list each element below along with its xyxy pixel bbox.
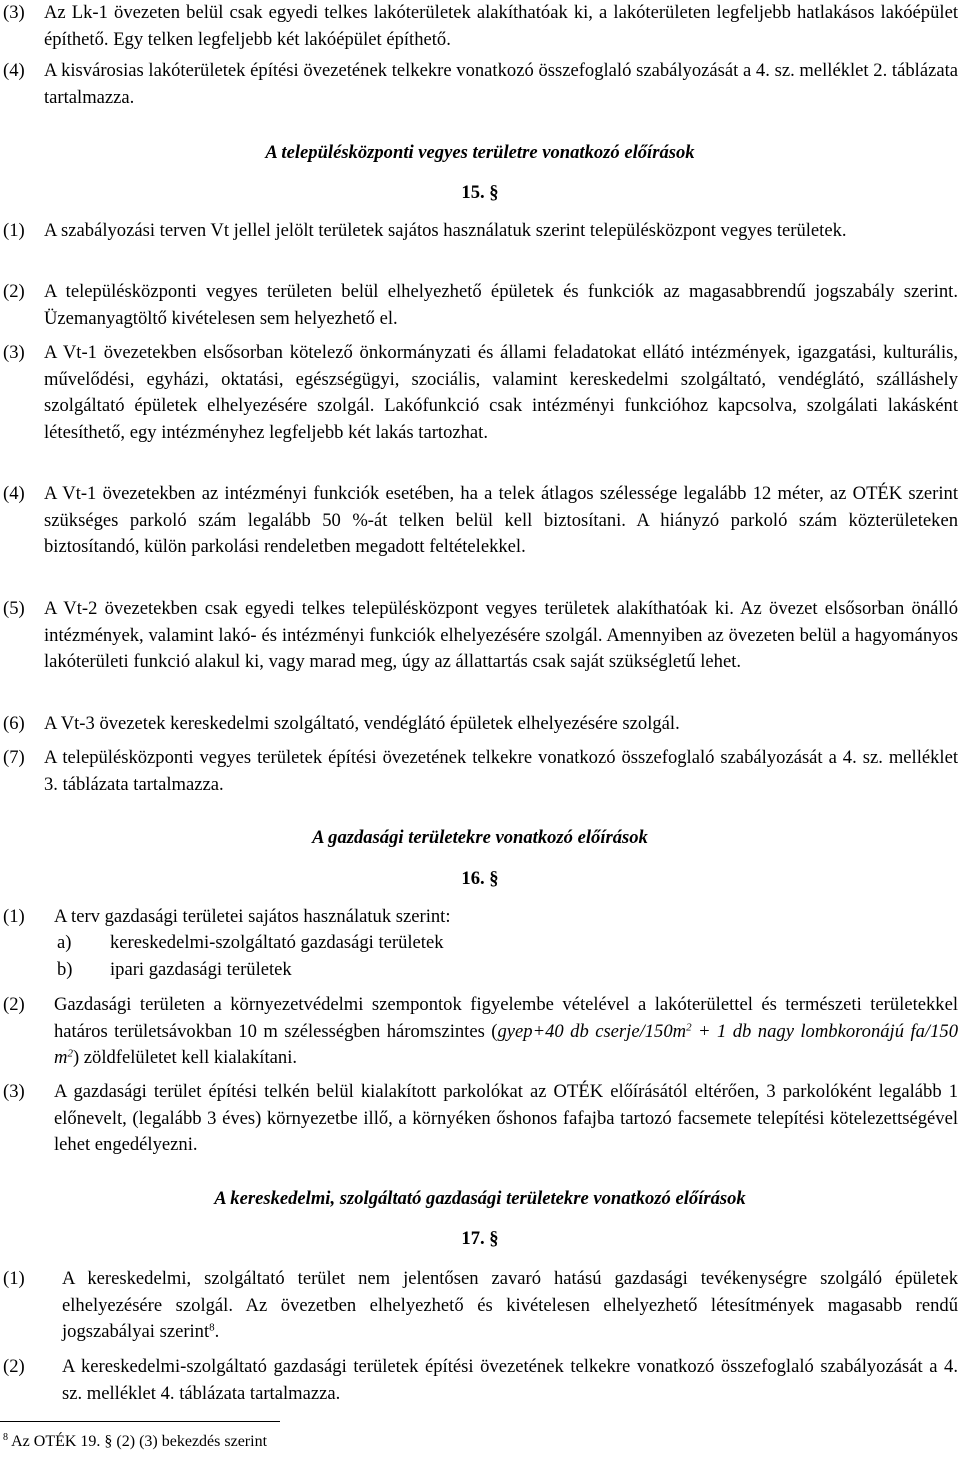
list-item-text: kereskedelmi-szolgáltató gazdasági területek <box>110 932 444 953</box>
paragraph-text: A szabályozási terven Vt jellel jelölt területek sajátos használatuk szerint településközpont vegyes területek. <box>44 220 847 241</box>
footnote-text: Az OTÉK 19. § (2) (3) bekezdés szerint <box>8 1433 268 1450</box>
superscript: 2 <box>686 1020 692 1033</box>
section-heading-gazdasagi: A gazdasági területekre vonatkozó előírások <box>312 827 648 848</box>
paragraph-15-2 <box>0 279 960 332</box>
paragraph-17-1 <box>0 1266 960 1346</box>
paragraph-number: (1) <box>3 906 25 927</box>
paragraph-15-3 <box>0 340 960 446</box>
paragraph-text: A Vt-1 övezetekben az intézményi funkciók esetében, ha a telek átlagos szélessége legalább 12 méter, az OTÉK szerint szükséges parkoló szám legalább 50 %-át telken belül kell biztosítani. A hiányzó parkoló szám közterületeken biztosítandó, külön parkolási rendeletben megadott feltételekkel. <box>44 483 958 557</box>
paragraph-text: ) zöldfelületet kell kialakítani. <box>72 1047 298 1068</box>
paragraph-number: (6) <box>3 713 25 734</box>
section-number-16: 16. § <box>461 868 499 889</box>
paragraph-16-3 <box>0 1079 960 1159</box>
paragraph-text: A kereskedelmi, szolgáltató terület nem jelentősen zavaró hatású gazdasági tevékenységre szolgáló épületek elhelyezésére szolgál. Az övezetben elhelyezhető és kivételesen elhelyezhető létesítmények magasabb rendű jogszabályai szerint <box>62 1268 958 1342</box>
paragraph-number: (3) <box>3 2 25 23</box>
paragraph-text: A Vt-3 övezetek kereskedelmi szolgáltató, vendéglátó épületek elhelyezésére szolgál. <box>44 713 680 734</box>
paragraph-text: A terv gazdasági területei sajátos használatuk szerint: <box>54 906 451 927</box>
paragraph-number: (3) <box>3 342 25 363</box>
footnote-marker: 8 <box>3 1432 8 1443</box>
list-item-b <box>0 957 960 984</box>
paragraph-text: A településközponti vegyes területek építési övezetének telkekre vonatkozó összefoglaló szabályozását a 4. sz. melléklet 3. táblázata tartalmazza. <box>44 747 958 795</box>
paragraph-text: A kereskedelmi-szolgáltató gazdasági területek építési övezetének telkekre vonatkozó összefoglaló szabályozását a 4. sz. melléklet 4. táblázata tartalmazza. <box>62 1356 958 1404</box>
paragraph-text: A kisvárosias lakóterületek építési övezetének telkekre vonatkozó összefoglaló szabályozását a 4. sz. melléklet 2. táblázata tartalmazza. <box>44 60 958 108</box>
paragraph-number: (1) <box>3 1268 25 1289</box>
paragraph-number: (2) <box>3 281 25 302</box>
paragraph-text: A Vt-2 övezetekben csak egyedi telkes településközpont vegyes területek alakíthatóak ki. Az övezet elsősorban önálló intézmények, valamint lakó- és intézményi funkciók elhelyezésére szolgál. Amennyiben az övezeten belül a hagyományos lakóterületi funkció alakul ki, vagy marad meg, úgy az állattartás csak saját szükségletű lehet. <box>44 598 958 672</box>
paragraph-text-end: . <box>214 1321 220 1342</box>
paragraph-number: (3) <box>3 1081 25 1102</box>
paragraph-number: (4) <box>3 483 25 504</box>
paragraph-15-5 <box>0 596 960 676</box>
paragraph-16-2 <box>0 992 960 1072</box>
paragraph-italic-text: gyep+40 db cserje/150m <box>497 1020 687 1042</box>
paragraph-number: (7) <box>3 747 25 768</box>
section-number-17: 17. § <box>461 1228 499 1249</box>
list-item-a <box>0 930 960 957</box>
paragraph-15-6 <box>0 711 960 738</box>
paragraph-number: (1) <box>3 220 25 241</box>
list-item-text: ipari gazdasági területek <box>110 959 292 980</box>
section-heading-kereskedelmi: A kereskedelmi, szolgáltató gazdasági területekre vonatkozó előírások <box>214 1188 746 1209</box>
footnote <box>3 1432 267 1452</box>
paragraph-3 <box>0 0 960 53</box>
section-heading-vegyes: A településközponti vegyes területre vonatkozó előírások <box>265 142 695 163</box>
paragraph-italic-text: + 1 db nagy lombkoronájú fa/150 m <box>54 1020 958 1068</box>
paragraph-number: (2) <box>3 1356 25 1377</box>
paragraph-text: A településközponti vegyes területen belül elhelyezhető épületek és funkciók az magasabbrendű jogszabály szerint. Üzemanyagtöltő kivételesen sem helyezhető el. <box>44 281 958 329</box>
paragraph-4 <box>0 58 960 111</box>
paragraph-text: Az Lk-1 övezeten belül csak egyedi telkes lakóterületek alakíthatóak ki, a lakóterületen legfeljebb hatlakásos lakóépület építhető. Egy telken legfeljebb két lakóépület építhető. <box>44 2 958 50</box>
paragraph-15-7 <box>0 745 960 798</box>
superscript: 2 <box>67 1047 73 1060</box>
list-item-marker: a) <box>57 932 72 953</box>
paragraph-17-2 <box>0 1354 960 1407</box>
paragraph-15-1 <box>0 218 960 245</box>
paragraph-text: A Vt-1 övezetekben elsősorban kötelező önkormányzati és állami feladatokat ellátó intézmények, igazgatási, kulturális, művelődési, egyházi, oktatási, egészségügyi, szociális, valamint kereskedelmi szolgáltató, vendéglátó, szálláshely szolgáltató épületek elhelyezésére szolgál. Lakófunkció csak intézményi funkcióhoz kapcsolva, szolgálati lakásként létesíthető, egy intézményhez legfeljebb két lakás tartozhat. <box>44 342 958 443</box>
paragraph-number: (4) <box>3 60 25 81</box>
list-item-marker: b) <box>57 959 73 980</box>
paragraph-16-1 <box>0 904 960 931</box>
footnote-reference[interactable]: 8 <box>209 1321 215 1334</box>
paragraph-text: Gazdasági területen a környezetvédelmi szempontok figyelembe vételével a lakóterülettel és természeti területekkel határos területsávokban 10 m szélességben háromszintes ( <box>54 994 958 1042</box>
paragraph-number: (2) <box>3 994 25 1015</box>
paragraph-number: (5) <box>3 598 25 619</box>
footnote-separator <box>0 1421 280 1422</box>
paragraph-15-4 <box>0 481 960 561</box>
paragraph-text: A gazdasági terület építési telkén belül kialakított parkolókat az OTÉK előírásától eltérően, 3 parkolóként legalább 1 előnevelt, (legalább 3 éves) környezetbe illő, a környéken őshonos fafajba tartozó facsemete telepítési kötelezettségével lehet engedélyezni. <box>54 1081 958 1155</box>
section-number-15: 15. § <box>461 182 499 203</box>
